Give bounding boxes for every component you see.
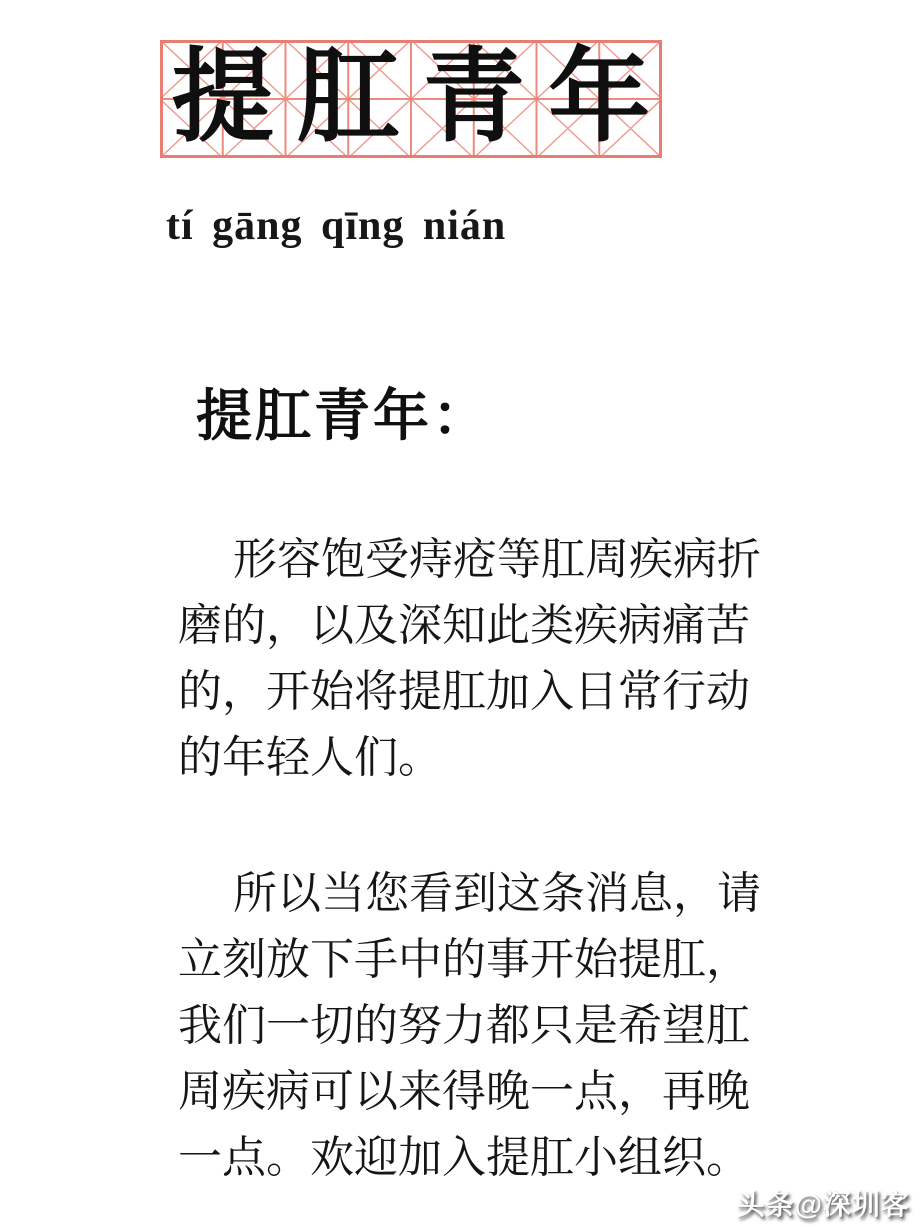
paragraph-line: 形容饱受痔疮等肛周疾病折 (233, 535, 761, 584)
title-char-3: 青 (422, 42, 525, 155)
paragraph-line: 的年轻人们。 (178, 733, 442, 782)
paragraph-line: 立刻放下手中的事开始提肛， (178, 935, 750, 984)
definition-paragraph-1 (178, 527, 788, 791)
pinyin-text: tí gāng qīng nián (166, 203, 507, 249)
title-char-4: 年 (548, 42, 651, 155)
paragraph-line: 磨的，以及深知此类疾病痛苦 (178, 601, 750, 650)
title-characters (160, 40, 662, 158)
title-card (160, 40, 662, 158)
paragraph-line: 的，开始将提肛加入日常行动 (178, 667, 750, 716)
paragraph-line: 所以当您看到这条消息，请 (233, 869, 761, 918)
entry-heading: 提肛青年： (196, 384, 491, 447)
definition-paragraph-2 (178, 861, 788, 1191)
title-char-1: 提 (171, 42, 274, 155)
toutiao-watermark: 头条@深圳客 (736, 1189, 910, 1220)
paragraph-line: 一点。欢迎加入提肛小组织。 (178, 1133, 750, 1182)
title-char-2: 肛 (297, 42, 400, 155)
paragraph-line: 我们一切的努力都只是希望肛 (178, 1001, 750, 1050)
paragraph-line: 周疾病可以来得晚一点，再晚 (178, 1067, 750, 1116)
